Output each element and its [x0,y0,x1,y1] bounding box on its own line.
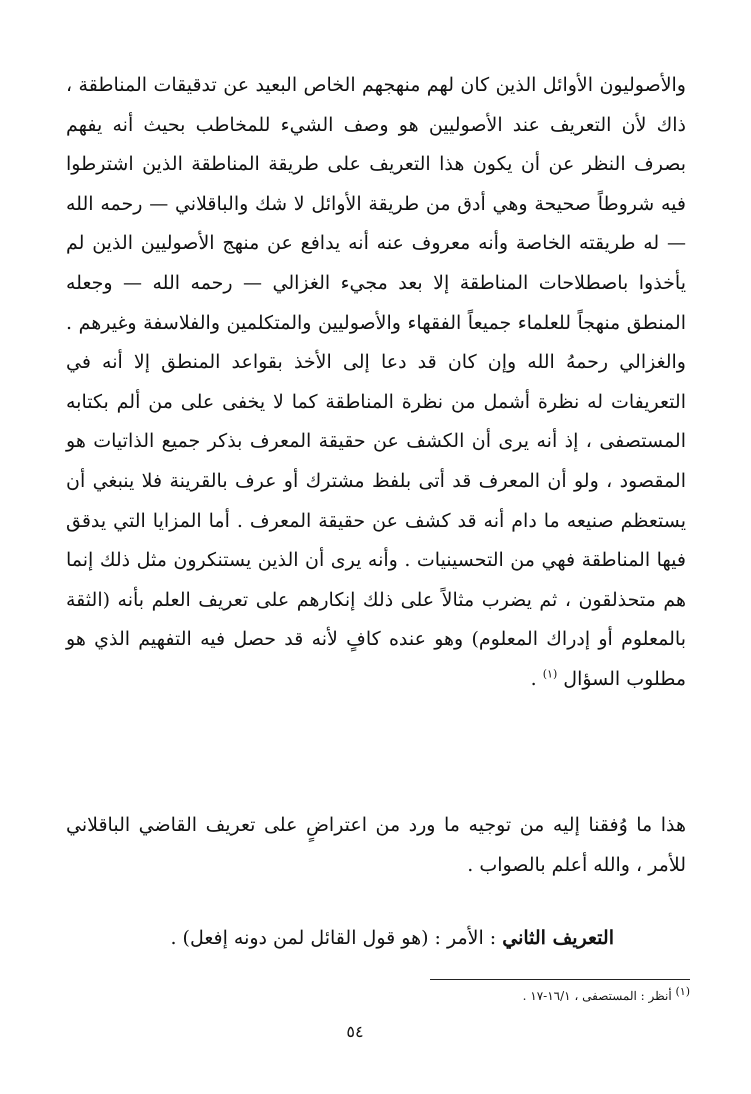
footnote-reference: (١) [542,667,558,681]
definition-text: : الأمر : (هو قول القائل لمن دونه إفعل) . [170,927,503,949]
paragraph-text: والأصوليون الأوائل الذين كان لهم منهجهم الخاص البعيد عن تدقيقات المناطقة ، ذاك لأن التعريف عند الأصوليين هو وصف الشيء للمخاطب بحيث أنه يفهم بصرف النظر عن أن يكون هذا التعريف على طريقة المناطقة الذين اشترطوا فيه شروطاً صحيحة وهي أدق من طريقة الأوائل لا شك والباقلاني — رحمه الله — له طريقته الخاصة وأنه معروف عنه أنه يدافع عن منهج الأصوليين الذين لم يأخذوا باصطلاحات المناطقة إلا بعد مجيء الغزالي — رحمه الله — وجعله المنطق منهجاً للعلماء جميعاً الفقهاء والأصوليين والمتكلمين والفلاسفة وغيرهم . والغزالي رحمهُ الله وإن كان قد دعا إلى الأخذ بقواعد المنطق إلا أنه في التعريفات له نظرة أشمل من نظرة المناطقة كما لا يخفى على من ألم بكتابه المستصفى ، إذ أنه يرى أن الكشف عن حقيقة المعرف بذكر جميع الذاتيات هو المقصود ، ولو أن المعرف قد أتى بلفظ مشترك أو عرف بالقرينة فلا ينبغي أن يستعظم صنيعه ما دام أنه قد كشف عن حقيقة المعرف . أما المزايا التي يدقق فيها المناطقة فهي من التحسينيات . وأنه يرى أن الذين يستنكرون مثل ذلك إنما هم متحذلقون ، ثم يضرب مثالاً على ذلك إنكارهم على تعريف العلم بأنه (الثقة بالمعلوم أو إدراك المعلوم) وهو عنده كافٍ لأنه قد حصل فيه التفهيم الذي هو مطلوب السؤال [66,74,686,690]
page-number: ٥٤ [346,1022,364,1041]
definition-label: التعريف الثاني [502,927,614,949]
paragraph-end: . [530,667,543,690]
footnote [300,986,690,1006]
footnote-number: (١) [675,985,690,998]
closing-paragraph: هذا ما وُفقنا إليه من توجيه ما ورد من اعتراضٍ على تعريف القاضي الباقلاني للأمر ، والله أعلم بالصواب . [66,814,686,876]
footnote-text: أنظر : المستصفى ، ١٦/١-١٧ . [522,989,676,1003]
definition-heading [66,918,614,958]
body-paragraph [66,66,686,700]
footnote-divider [430,979,690,980]
